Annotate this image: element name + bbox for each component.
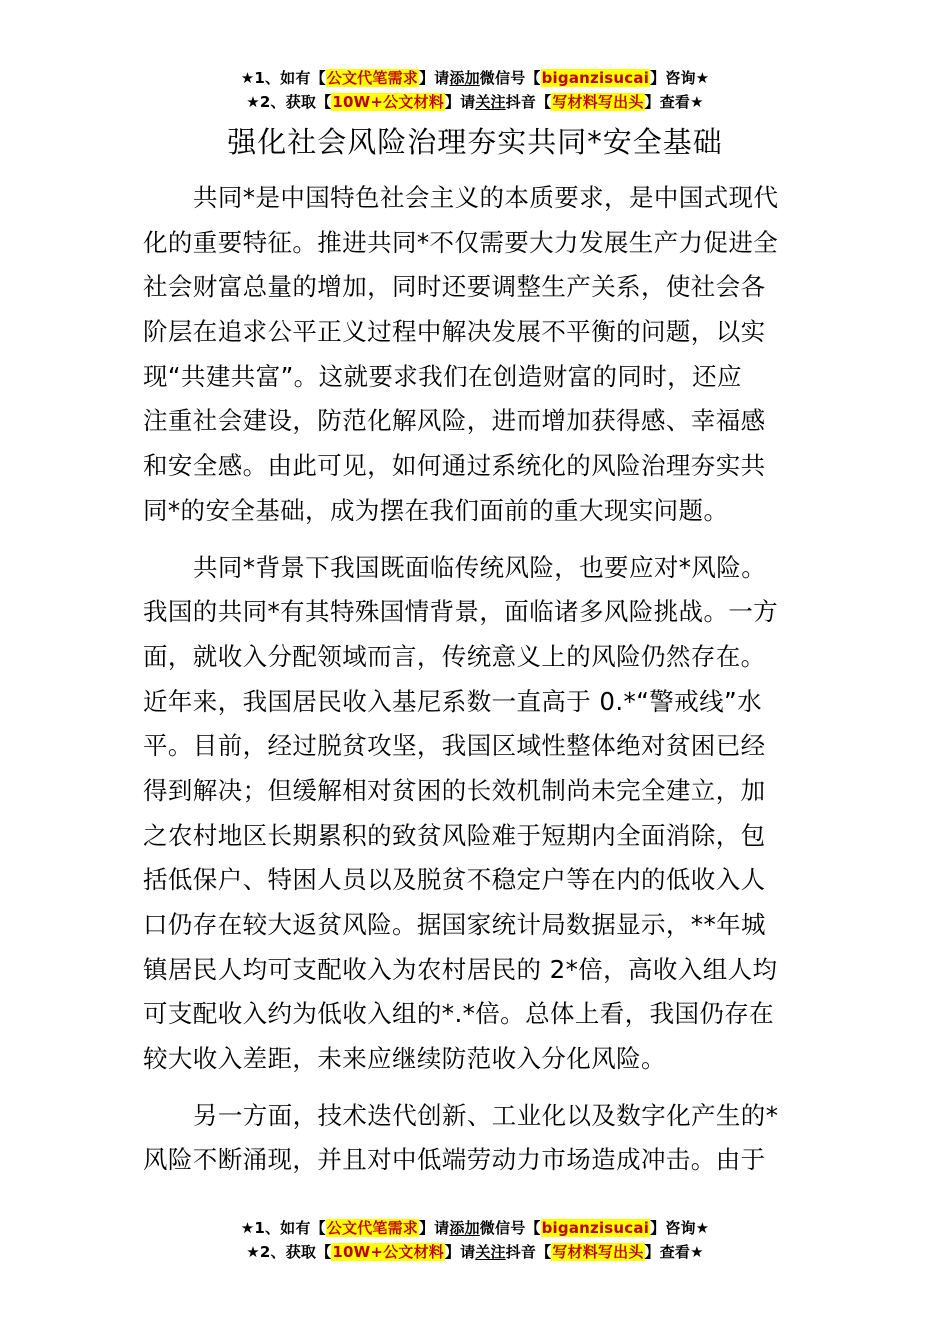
banner-highlight-service: 公文代笔需求 — [326, 1219, 418, 1237]
banner-underlined-text: 添加 — [449, 1219, 480, 1237]
banner-line-2 — [0, 90, 950, 114]
document-body — [143, 176, 808, 1195]
banner-text: 】请 — [418, 1219, 450, 1237]
banner-text: ★1、如有【 — [240, 1219, 326, 1237]
text-line: 面，就收入分配领域而言，传统意义上的风险仍然存在。 — [143, 641, 766, 671]
banner-text: 微信号【 — [479, 1219, 541, 1237]
banner-highlight-materials: 10W+公文材料 — [332, 93, 444, 111]
banner-text: 】咨询★ — [650, 1219, 710, 1237]
banner-text: 抖音【 — [505, 1243, 552, 1261]
banner-text: ★1、如有【 — [240, 69, 326, 87]
text-line: 阶层在追求公平正义过程中解决发展不平衡的问题，以实 — [143, 317, 766, 347]
banner-text: 】请 — [444, 93, 476, 111]
text-line: 口仍存在较大返贫风险。据国家统计局数据显示，**年城 — [143, 910, 766, 939]
banner-underlined-text: 关注 — [475, 93, 506, 111]
text-line: 社会财富总量的增加，同时还要调整生产关系，使社会各 — [143, 272, 766, 302]
text-line: 化的重要特征。推进共同*不仅需要大力发展生产力促进全 — [143, 227, 779, 257]
footer-banner — [0, 1216, 950, 1264]
banner-highlight-service: 公文代笔需求 — [326, 69, 418, 87]
banner-text: ★2、获取【 — [246, 1243, 332, 1261]
paragraph-1 — [143, 176, 808, 534]
text-line: 得到解决；但缓解相对贫困的长效机制尚未完全建立，加 — [143, 775, 766, 805]
text-line: 和安全感。由此可见，如何通过系统化的风险治理夯实共 — [143, 451, 766, 481]
paragraph-3 — [143, 1094, 808, 1183]
banner-underlined-text: 关注 — [475, 1243, 506, 1261]
text-line: 共同*是中国特色社会主义的本质要求，是中国式现代 — [193, 183, 779, 212]
banner-highlight-materials: 10W+公文材料 — [332, 1243, 444, 1261]
banner-line-2 — [0, 1240, 950, 1264]
banner-text: 】请 — [444, 1243, 476, 1261]
banner-text: 微信号【 — [479, 69, 541, 87]
banner-text: 】咨询★ — [650, 69, 710, 87]
header-banner — [0, 66, 950, 114]
text-line: 现“共建共富”。这就要求我们在创造财富的同时，还应 — [143, 361, 742, 391]
text-line: 风险不断涌现，并且对中低端劳动力市场造成冲击。由于 — [143, 1145, 766, 1175]
text-line: 共同*背景下我国既面临传统风险，也要应对*风险。 — [193, 552, 767, 582]
text-line: 可支配收入约为低收入组的*.*倍。总体上看，我国仍存在 — [143, 999, 775, 1029]
banner-highlight-douyin-account: 写材料写出头 — [552, 1243, 644, 1261]
banner-text: 】请 — [418, 69, 450, 87]
paragraph-2 — [143, 546, 808, 1082]
banner-highlight-douyin-account: 写材料写出头 — [552, 93, 644, 111]
text-line: 同*的安全基础，成为摆在我们面前的重大现实问题。 — [143, 495, 729, 525]
text-line: 我国的共同*有其特殊国情背景，面临诸多风险挑战。一方 — [143, 597, 779, 627]
banner-text: 抖音【 — [505, 93, 552, 111]
document-title: 强化社会风险治理夯实共同*安全基础 — [227, 125, 723, 159]
text-line: 平。目前，经过脱贫攻坚，我国区域性整体绝对贫困已经 — [143, 731, 766, 761]
banner-highlight-wechat-id: biganzisucai — [541, 69, 650, 87]
banner-text: 】查看★ — [644, 93, 704, 111]
banner-underlined-text: 添加 — [449, 69, 480, 87]
text-line: 另一方面，技术迭代创新、工业化以及数字化产生的* — [193, 1100, 779, 1130]
text-line: 镇居民人均可支配收入为农村居民的 2*倍，高收入组人均 — [143, 954, 778, 984]
banner-line-1 — [0, 1216, 950, 1240]
banner-text: ★2、获取【 — [246, 93, 332, 111]
banner-line-1 — [0, 66, 950, 90]
text-line: 之农村地区长期累积的致贫风险难于短期内全面消除，包 — [143, 820, 766, 850]
text-line: 括低保户、特困人员以及脱贫不稳定户等在内的低收入人 — [143, 865, 766, 895]
text-line: 近年来，我国居民收入基尼系数一直高于 0.*“警戒线”水 — [143, 686, 762, 716]
banner-text: 】查看★ — [644, 1243, 704, 1261]
text-line: 注重社会建设，防范化解风险，进而增加获得感、幸福感 — [143, 406, 766, 436]
text-line: 较大收入差距，未来应继续防范收入分化风险。 — [143, 1044, 666, 1074]
banner-highlight-wechat-id: biganzisucai — [541, 1219, 650, 1237]
